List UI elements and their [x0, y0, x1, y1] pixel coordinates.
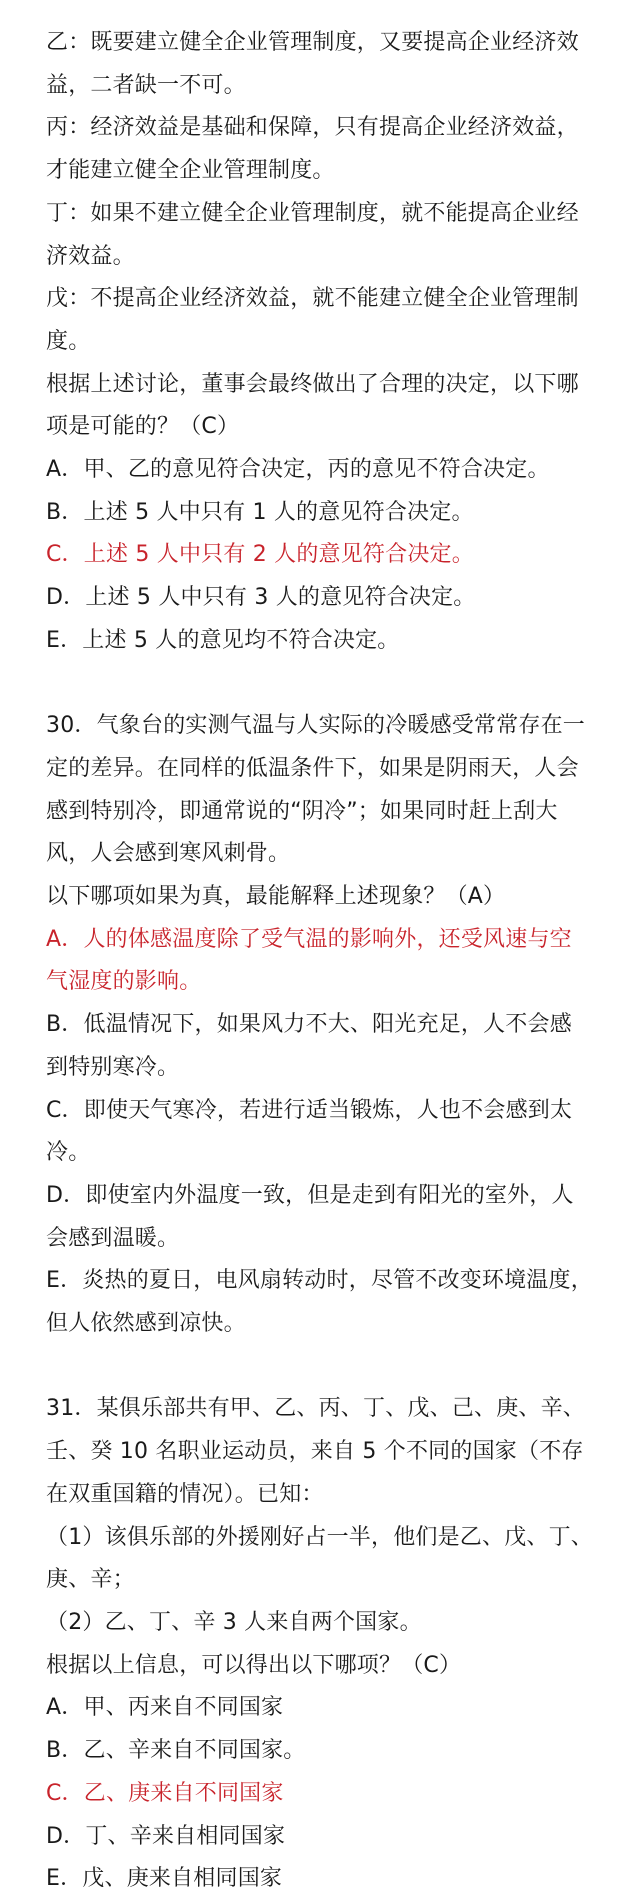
condition-2: （2）乙、丁、辛 3 人来自两个国家。 — [46, 1609, 422, 1635]
q30-option-a-correct: A．人的体感温度除了受气温的影响外，还受风速与空气湿度的影响。 — [46, 926, 572, 995]
spacer — [46, 663, 594, 706]
question-30-block — [46, 705, 594, 1346]
question-31-prompt: 根据以上信息，可以得出以下哪项？（C） — [46, 1652, 462, 1678]
q30-option-d: D．即使室内外温度一致，但是走到有阳光的室外，人会感到温暖。 — [46, 1182, 574, 1251]
q29-option-a: A．甲、乙的意见符合决定，丙的意见不符合决定。 — [46, 457, 550, 483]
statement-yi: 乙：既要建立健全企业管理制度，又要提高企业经济效益，二者缺一不可。 — [46, 30, 579, 98]
question-30-prompt: 以下哪项如果为真，最能解释上述现象？（A） — [46, 884, 506, 910]
q29-option-e: E．上述 5 人的意见均不符合决定。 — [46, 627, 400, 653]
statement-ding: 丁：如果不建立健全企业管理制度，就不能提高企业经济效益。 — [46, 200, 579, 269]
q30-option-e: E．炎热的夏日，电风扇转动时，尽管不改变环境温度，但人依然感到凉快。 — [46, 1268, 593, 1337]
spacer — [46, 1346, 594, 1389]
q29-option-b: B．上述 5 人中只有 1 人的意见符合决定。 — [46, 499, 474, 525]
q31-option-e: E．戊、庚来自相同国家 — [46, 1866, 283, 1892]
q29-option-c-correct: C．上述 5 人中只有 2 人的意见符合决定。 — [46, 542, 474, 568]
question-31-block — [46, 1388, 594, 1900]
q30-option-b: B．低温情况下，如果风力不大、阳光充足，人不会感到特别寒冷。 — [46, 1012, 572, 1080]
question-30-stem: 30．气象台的实测气温与人实际的冷暖感受常常存在一定的差异。在同样的低温条件下，如果是阴雨天，人会感到特别冷，即通常说的“阴冷”；如果同时赶上刮大风，人会感到寒风刺骨。 — [46, 713, 585, 867]
question-31-stem: 31．某俱乐部共有甲、乙、丙、丁、戊、己、庚、辛、壬、癸 10 名职业运动员，来自 5 个不同的国家（不存在双重国籍的情况）。已知： — [46, 1396, 585, 1507]
q31-option-d: D．丁、辛来自相同国家 — [46, 1823, 286, 1849]
question-29-block — [46, 22, 594, 663]
condition-1: （1）该俱乐部的外援刚好占一半，他们是乙、戊、丁、庚、辛； — [46, 1524, 593, 1593]
q31-option-a: A．甲、丙来自不同国家 — [46, 1695, 284, 1721]
q31-option-c-correct: C．乙、庚来自不同国家 — [46, 1780, 284, 1806]
statement-bing: 丙：经济效益是基础和保障，只有提高企业经济效益，才能建立健全企业管理制度。 — [46, 115, 579, 184]
question-29-prompt: 根据上述讨论，董事会最终做出了合理的决定，以下哪项是可能的？（C） — [46, 371, 579, 440]
q31-option-b: B．乙、辛来自不同国家。 — [46, 1738, 306, 1764]
q30-option-c: C．即使天气寒冷，若进行适当锻炼，人也不会感到太冷。 — [46, 1097, 573, 1166]
q29-option-d: D．上述 5 人中只有 3 人的意见符合决定。 — [46, 585, 476, 611]
statement-wu: 戊：不提高企业经济效益，就不能建立健全企业管理制度。 — [46, 286, 579, 354]
